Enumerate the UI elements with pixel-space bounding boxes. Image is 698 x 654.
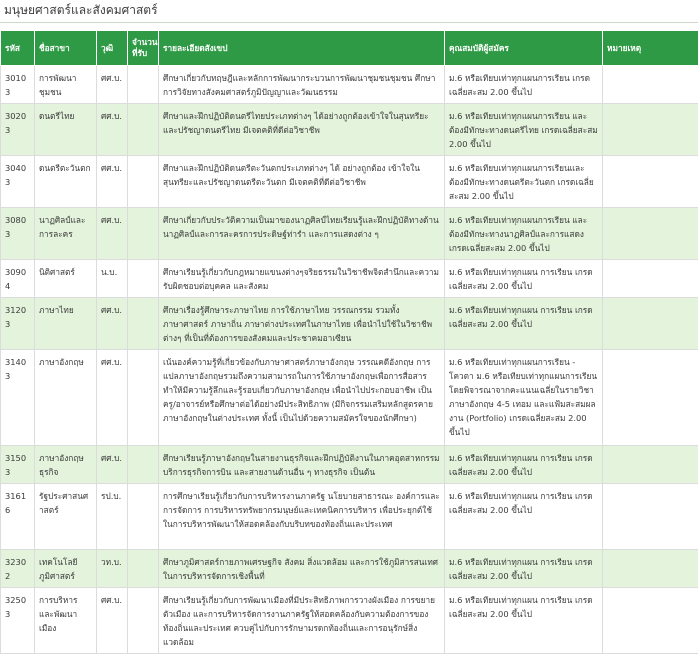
cell-quota	[128, 298, 159, 350]
column-header-description: รายละเอียดสังเขป	[159, 31, 445, 66]
table-row	[1, 260, 698, 298]
table-row	[1, 446, 698, 484]
cell-code: 31503	[1, 446, 35, 484]
cell-name: การพัฒนาชุมชน	[35, 66, 97, 104]
cell-note	[603, 484, 698, 550]
table-row	[1, 550, 698, 588]
cell-name: รัฐประศาสนศาสตร์	[35, 484, 97, 550]
cell-qualification: ม.6 หรือเทียบเท่าทุกแผน การเรียน เกรดเฉลี่ยสะสม 2.00 ขึ้นไป	[445, 550, 603, 588]
column-header-name: ชื่อสาขา	[35, 31, 97, 66]
cell-description: การศึกษาเรียนรู้เกี่ยวกับการบริหารงานภาครัฐ นโยบายสาธารณะ องค์การและการจัดการ การบริหารทรัพยากรมนุษย์และเทคนิคการบริหาร เพื่อประยุกต์ใช้ในการบริหารพัฒนาให้สอดคล้องกับบริบทของท้องถิ่นและประเทศ	[159, 484, 445, 550]
cell-name: ดนตรีตะวันตก	[35, 156, 97, 208]
cell-name: นาฏศิลป์และการละคร	[35, 208, 97, 260]
cell-quota	[128, 66, 159, 104]
cell-quota	[128, 484, 159, 550]
cell-degree: ศศ.บ.	[97, 208, 128, 260]
cell-description: ศึกษาเรื่องรู้ศึกษาระภาษาไทย การใช้ภาษาไทย วรรณกรรม รวมทั้งภาษาศาสตร์ ภาษาถิ่น ภาษาต่างประเทศในภาษาไทย เพื่อนำไปใช้ในวิชาชีพต่างๆ ที่เป็นที่ต้องการของสังคมและประชาคมอาเซียน	[159, 298, 445, 350]
table-row	[1, 66, 698, 104]
cell-description: ศึกษาเรียนรู้เกี่ยวกับกฎหมายแขนงต่างๆจริยธรรมในวิชาชีพจิตสำนึกและความรับผิดชอบต่อบุคคล และสังคม	[159, 260, 445, 298]
cell-name: ภาษาไทย	[35, 298, 97, 350]
cell-description: เน้นองค์ความรู้ที่เกี่ยวข้องกับภาษาศาสตร์ภาษาอังกฤษ วรรณคดีอังกฤษ การแปลภาษาอังกฤษรวมถึงความสามารถในการใช้ภาษาอังกฤษเพื่อการสื่อสาร ทำให้มีความรู้ลึกและรู้รอบเกี่ยวกับภาษาอังกฤษ เพื่อนำไปประกอบอาชีพ เป็นครู/อาจารย์หรือศึกษาต่อได้อย่างมีประสิทธิภาพ (มีกิจกรรมเสริมหลักสูตรคายภาษาอังกฤษในต่างประเทศ ทั้งนี้ เป็นไปด้วยความสมัครใจของนักศึกษา)	[159, 350, 445, 446]
cell-quota	[128, 446, 159, 484]
cell-description: ศึกษาและฝึกปฏิบัติดนตรีไทยประเภทต่างๆ ได้อย่างถูกต้องเข้าใจในสุนทรียะและปรัชญาดนตรีไทย มีเจตคติที่ดีต่อวิชาชีพ	[159, 104, 445, 156]
cell-quota	[128, 104, 159, 156]
title-divider	[0, 22, 698, 23]
table-row	[1, 156, 698, 208]
cell-quota	[128, 260, 159, 298]
programs-table	[0, 30, 698, 654]
cell-degree: ศศ.บ.	[97, 588, 128, 654]
table-row	[1, 104, 698, 156]
cell-description: ศึกษาภูมิศาสตร์กายภาพเศรษฐกิจ สังคม สิ่งแวดล้อม และการใช้ภูมิสารสนเทศ ในการบริหารจัดการเชิงพื้นที่	[159, 550, 445, 588]
cell-degree: รป.บ.	[97, 484, 128, 550]
table-row	[1, 484, 698, 550]
column-header-qualification: คุณสมบัติผู้สมัคร	[445, 31, 603, 66]
cell-degree: น.บ.	[97, 260, 128, 298]
cell-name: นิติศาสตร์	[35, 260, 97, 298]
cell-qualification: ม.6 หรือเทียบเท่าทุกแผน การเรียน เกรดเฉลี่ยสะสม 2.00 ขึ้นไป	[445, 260, 603, 298]
cell-name: เทคโนโลยีภูมิศาสตร์	[35, 550, 97, 588]
cell-note	[603, 446, 698, 484]
cell-code: 31616	[1, 484, 35, 550]
table-row	[1, 588, 698, 654]
cell-qualification: ม.6 หรือเทียบเท่าทุกแผน การเรียน เกรดเฉลี่ยสะสม 2.00 ขึ้นไป	[445, 446, 603, 484]
cell-code: 30203	[1, 104, 35, 156]
cell-degree: ศศ.บ.	[97, 298, 128, 350]
cell-code: 32302	[1, 550, 35, 588]
cell-code: 30803	[1, 208, 35, 260]
cell-code: 31203	[1, 298, 35, 350]
table-row	[1, 208, 698, 260]
cell-name: ดนตรีไทย	[35, 104, 97, 156]
cell-degree: ศศ.บ.	[97, 446, 128, 484]
cell-code: 30904	[1, 260, 35, 298]
table-row	[1, 350, 698, 446]
page-title: มนุษยศาสตร์และสังคมศาสตร์	[4, 0, 158, 22]
cell-degree: ศศ.บ.	[97, 156, 128, 208]
cell-degree: วท.บ.	[97, 550, 128, 588]
cell-degree: ศศ.บ.	[97, 104, 128, 156]
cell-name: ภาษาอังกฤษ	[35, 350, 97, 446]
cell-quota	[128, 350, 159, 446]
cell-note	[603, 588, 698, 654]
cell-note	[603, 260, 698, 298]
cell-qualification: ม.6 หรือเทียบเท่าทุกแผน การเรียน เกรดเฉลี่ยสะสม 2.00 ขึ้นไป	[445, 484, 603, 550]
table-row	[1, 298, 698, 350]
cell-qualification: ม.6 หรือเทียบเท่าทุกแผนการเรียนและต้องมีทักษะทางดนตรีตะวันตก เกรดเฉลี่ยสะสม 2.00 ขึ้นไป	[445, 156, 603, 208]
cell-code: 32503	[1, 588, 35, 654]
column-header-note: หมายเหตุ	[603, 31, 698, 66]
cell-quota	[128, 588, 159, 654]
cell-description: ศึกษาเรียนรู้เกี่ยวกับการพัฒนาเมืองที่มีประสิทธิภาพการวางผังเมือง การขยายตัวเมือง และการบริหารจัดการงานภาครัฐให้สอดคล้องกับความต้องการของท้องถิ่นและประเทศ ควบคู่ไปกับการรักษามรดกท้องถิ่นและการอนุรักษ์สิ่งแวดล้อม	[159, 588, 445, 654]
cell-qualification: ม.6 หรือเทียบเท่าทุกแผนการเรียน เกรดเฉลี่ยสะสม 2.00 ขึ้นไป	[445, 66, 603, 104]
cell-qualification: ม.6 หรือเทียบเท่าทุกแผนการเรียน - โควตา ม.6 หรือเทียบเท่าทุกแผนการเรียน โดยพิจารณาจากคะแนนเฉลี่ยในรายวิชาภาษาอังกฤษ 4-5 เทอม และแฟ้มสะสมผลงาน (Portfolio) เกรดเฉลี่ยสะสม 2.00 ขึ้นไป	[445, 350, 603, 446]
column-header-code: รหัส	[1, 31, 35, 66]
cell-note	[603, 350, 698, 446]
column-header-quota: จำนวนที่รับ	[128, 31, 159, 66]
cell-quota	[128, 156, 159, 208]
cell-code: 30403	[1, 156, 35, 208]
cell-note	[603, 208, 698, 260]
column-header-degree: วุฒิ	[97, 31, 128, 66]
cell-qualification: ม.6 หรือเทียบเท่าทุกแผน การเรียน เกรดเฉลี่ยสะสม 2.00 ขึ้นไป	[445, 588, 603, 654]
cell-description: ศึกษาเกี่ยวกับทฤษฎีและหลักการพัฒนากระบวนการพัฒนาชุมชนชุมชน ศึกษาการวิจัยทางสังคมศาสตร์ภูมิปัญญาและวัฒนธรรม	[159, 66, 445, 104]
cell-note	[603, 66, 698, 104]
cell-note	[603, 156, 698, 208]
cell-degree: ศศ.บ.	[97, 350, 128, 446]
cell-note	[603, 104, 698, 156]
cell-code: 31403	[1, 350, 35, 446]
cell-name: ภาษาอังกฤษธุรกิจ	[35, 446, 97, 484]
cell-note	[603, 298, 698, 350]
cell-qualification: ม.6 หรือเทียบเท่าทุกแผนการเรียน และต้องมีทักษะทางดนตรีไทย เกรดเฉลี่ยสะสม 2.00 ขึ้นไป	[445, 104, 603, 156]
table-header-row	[1, 31, 698, 66]
cell-qualification: ม.6 หรือเทียบเท่าทุกแผนการเรียน และต้องมีทักษะทางนาฏศิลป์และการแสดง เกรดเฉลี่ยสะสม 2.00 ขึ้นไป	[445, 208, 603, 260]
cell-description: ศึกษาและฝึกปฏิบัติดนตรีตะวันตกประเภทต่างๆ ได้ อย่างถูกต้อง เข้าใจในสุนทรียะและปรัชญาดนตรีตะวันตก มีเจตคติที่ดีต่อวิชาชีพ	[159, 156, 445, 208]
cell-quota	[128, 550, 159, 588]
cell-quota	[128, 208, 159, 260]
cell-qualification: ม.6 หรือเทียบเท่าทุกแผน การเรียน เกรดเฉลี่ยสะสม 2.00 ขึ้นไป	[445, 298, 603, 350]
cell-name: การบริหารและพัฒนาเมือง	[35, 588, 97, 654]
cell-note	[603, 550, 698, 588]
cell-description: ศึกษาเกี่ยวกับประวัติความเป็นมาของนาฏศิลป์ไทยเรียนรู้และฝึกปฏิบัติทางด้านนาฏศิลป์และการละครการประดิษฐ์ท่ารำ และการแสดงต่าง ๆ	[159, 208, 445, 260]
cell-degree: ศศ.บ.	[97, 66, 128, 104]
cell-code: 30103	[1, 66, 35, 104]
cell-description: ศึกษาเรียนรู้ภาษาอังกฤษในสายงานธุรกิจและฝึกปฏิบัติงานในภาคอุตสาหกรรมบริการธุรกิจการบิน และสายงานด้านอื่น ๆ ทางธุรกิจ เป็นต้น	[159, 446, 445, 484]
